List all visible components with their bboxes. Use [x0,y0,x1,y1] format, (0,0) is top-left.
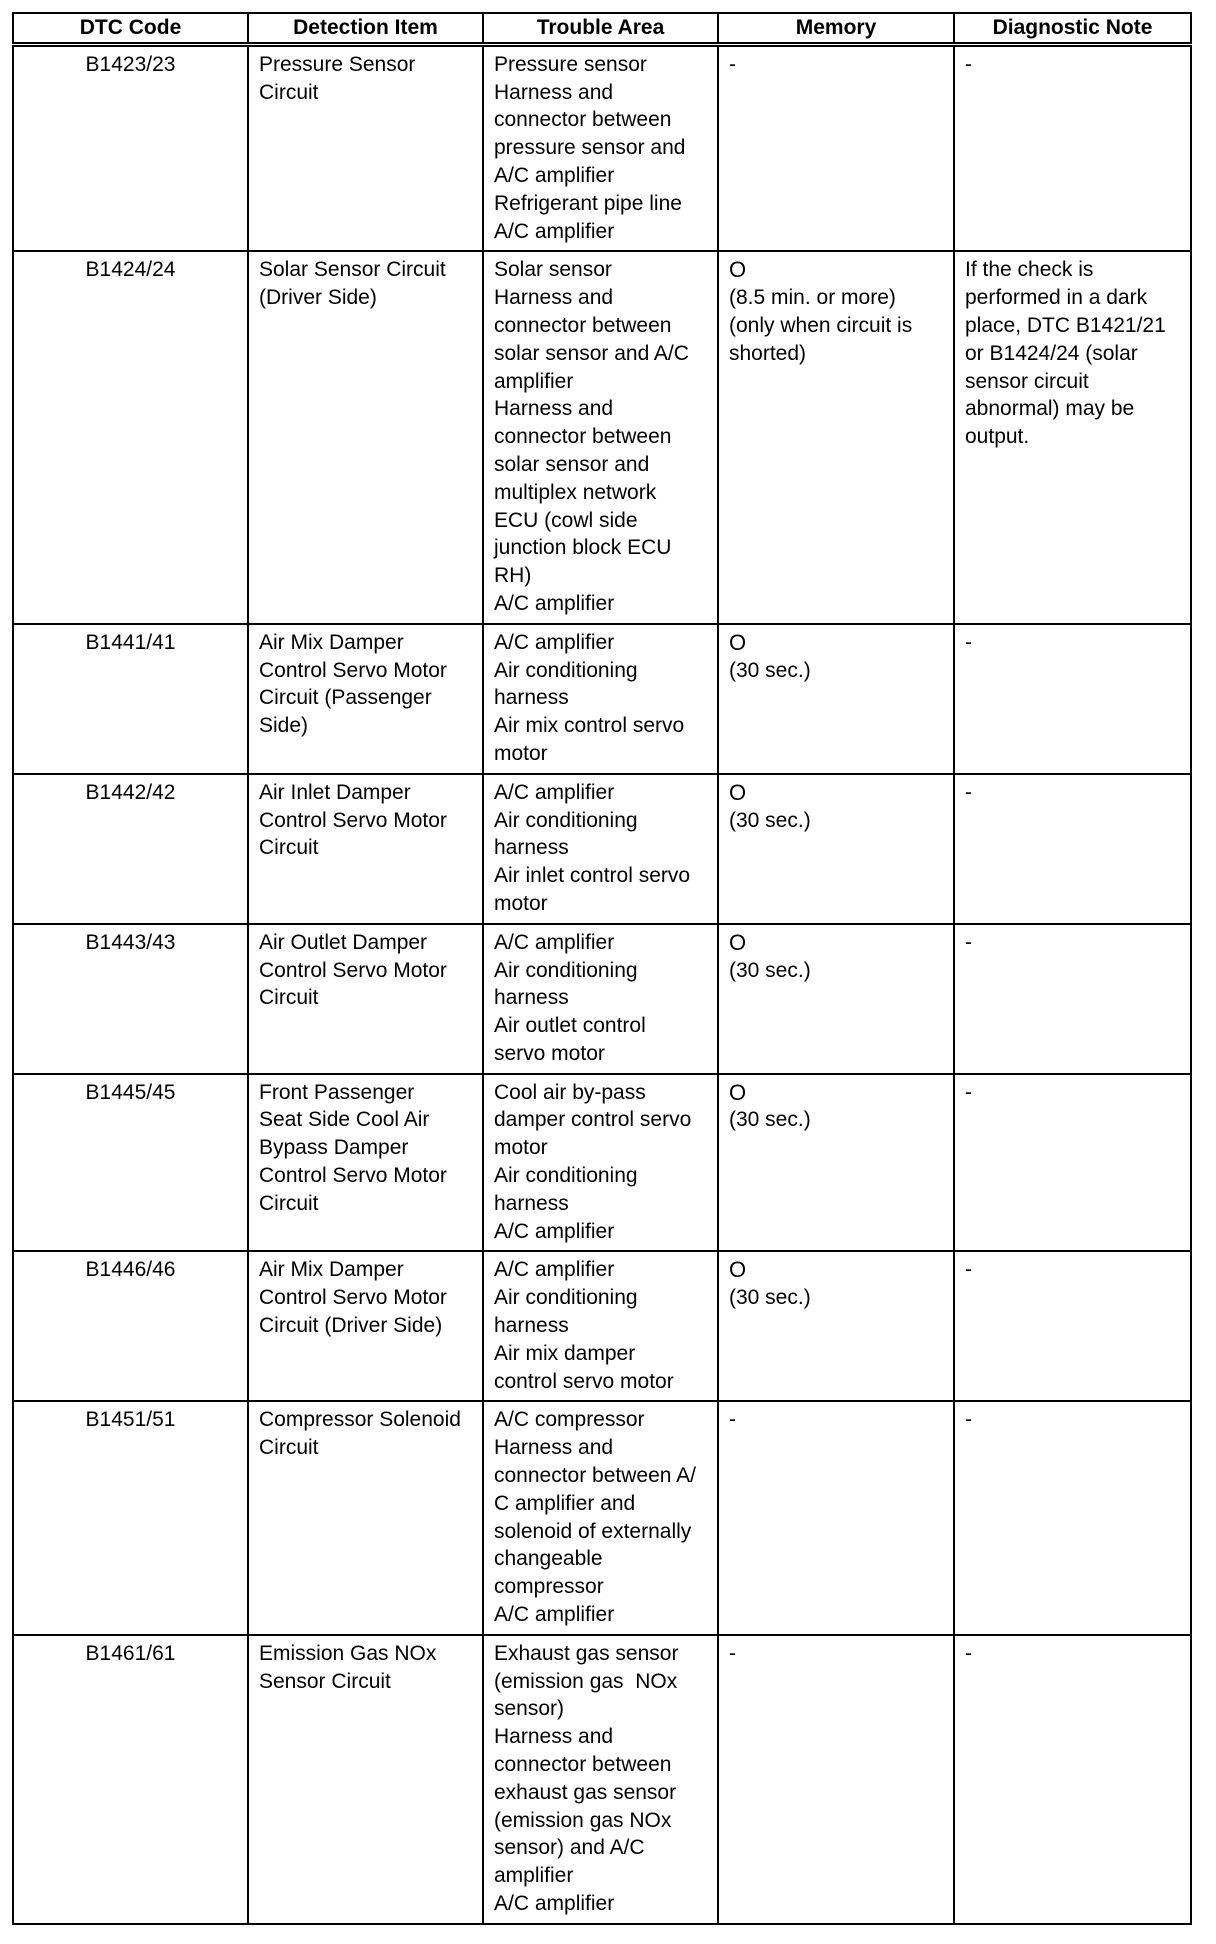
table-row [13,1251,1191,1401]
table-row [13,924,1191,1074]
cell-text-line: Circuit [259,1191,319,1215]
cell-text-line: - [729,1408,736,1432]
cell-text-line: servo motor [494,1041,605,1065]
cell-text-line: - [965,1258,972,1282]
cell-text-line: Control Servo Motor [259,808,447,832]
header-row [13,13,1191,44]
cell-text-line: Side) [259,714,309,738]
cell-text-line: abnormal) may be [965,397,1135,421]
cell-text-line: Air mix damper [494,1341,636,1365]
cell-text-line: A/C amplifier [494,1603,615,1627]
table-row [13,1635,1191,1924]
cell-text-line: Pressure Sensor [259,52,416,76]
table-row [13,774,1191,924]
cell-text-line: Control Servo Motor [259,1164,447,1188]
dtc-code-cell: B1423/23 [13,44,248,251]
cell-text-line: - [965,1641,972,1665]
cell-text-line: Air conditioning [494,808,638,832]
cell-text-line: If the check is [965,258,1094,282]
cell-text-line: (only when circuit is [729,313,913,337]
cell-text-line: - [965,930,972,954]
detection-item-cell [248,1401,483,1634]
cell-text-line: - [965,1080,972,1104]
trouble-area-cell [483,624,718,774]
detection-item-cell [248,774,483,924]
cell-text-line: Harness and [494,397,614,421]
header-memory: Memory [718,13,954,44]
cell-text-line: Circuit [259,1436,319,1460]
cell-text-line: compressor [494,1575,604,1599]
cell-text-line: C amplifier and [494,1491,636,1515]
memory-cell [718,624,954,774]
memory-circle-symbol: O [729,929,747,955]
cell-text-line: A/C amplifier [494,630,615,654]
diagnostic-note-cell [954,624,1191,774]
memory-cell [718,1074,954,1252]
cell-text-line: - [965,52,972,76]
dtc-table [12,12,1192,1925]
diagnostic-note-cell [954,774,1191,924]
memory-cell [718,1251,954,1401]
diagnostic-note-cell [954,1251,1191,1401]
cell-text-line: A/C amplifier [494,930,615,954]
cell-text-line: motor [494,741,548,765]
cell-text-line: Control Servo Motor [259,1286,447,1310]
cell-text-line: A/C amplifier [494,1892,615,1915]
cell-text-line: Compressor Solenoid [259,1408,461,1432]
memory-cell [718,1635,954,1924]
cell-text-line: or B1424/24 (solar [965,341,1138,365]
memory-cell [718,774,954,924]
memory-circle-symbol: O [729,779,747,805]
dtc-code-cell: B1445/45 [13,1074,248,1252]
trouble-area-cell [483,924,718,1074]
detection-item-cell [248,1074,483,1252]
cell-text-line: harness [494,686,569,710]
cell-text-line: multiplex network [494,480,657,504]
cell-text-line: exhaust gas sensor [494,1780,677,1804]
cell-text-line: pressure sensor and [494,136,686,160]
diagnostic-note-cell [954,251,1191,623]
cell-text-line: - [965,780,972,804]
cell-text-line: solar sensor and [494,452,650,476]
header-trouble-area: Trouble Area [483,13,718,44]
cell-text-line: Circuit (Passenger [259,686,432,710]
cell-text-line: Circuit [259,836,319,860]
cell-text-line: amplifier [494,1864,574,1888]
cell-text-line: amplifier [494,369,574,393]
cell-text-line: motor [494,1136,548,1160]
table-row [13,1401,1191,1634]
cell-text-line: harness [494,1314,569,1338]
detection-item-cell [248,1635,483,1924]
cell-text-line: (Driver Side) [259,286,377,310]
dtc-code-cell: B1461/61 [13,1635,248,1924]
cell-text-line: Solar sensor [494,258,612,282]
cell-text-line: Air Mix Damper [259,630,404,654]
cell-text-line: harness [494,1191,569,1215]
dtc-code-cell: B1451/51 [13,1401,248,1634]
header-detection-item: Detection Item [248,13,483,44]
cell-text-line: (8.5 min. or more) [729,286,896,310]
cell-text-line: Harness and [494,80,614,104]
cell-text-line: harness [494,986,569,1010]
cell-text-line: Air conditioning [494,1286,638,1310]
cell-text-line: junction block ECU [494,536,672,560]
cell-text-line: Circuit (Driver Side) [259,1314,443,1338]
cell-text-line: connector between [494,108,672,132]
table-row [13,1074,1191,1252]
cell-text-line: damper control servo [494,1108,692,1132]
diagnostic-note-cell [954,1635,1191,1924]
cell-text-line: performed in a dark [965,286,1148,310]
cell-text-line: Air mix control servo [494,714,685,738]
cell-text-line: Emission Gas NOx [259,1641,437,1665]
cell-text-line: place, DTC B1421/21 [965,313,1166,337]
dtc-code-cell: B1442/42 [13,774,248,924]
cell-text-line: (30 sec.) [729,658,811,682]
cell-text-line: Air Mix Damper [259,1258,404,1282]
trouble-area-cell [483,1401,718,1634]
cell-text-line: RH) [494,564,532,588]
detection-item-cell [248,251,483,623]
detection-item-cell [248,44,483,251]
memory-circle-symbol: O [729,257,747,283]
cell-text-line: Control Servo Motor [259,958,447,982]
cell-text-line: A/C amplifier [494,163,615,187]
cell-text-line: Circuit [259,986,319,1010]
cell-text-line: (emission gas NOx [494,1808,672,1832]
dtc-code-cell: B1443/43 [13,924,248,1074]
cell-text-line: Solar Sensor Circuit [259,258,446,282]
cell-text-line: (30 sec.) [729,1286,811,1310]
cell-text-line: Air inlet control servo [494,864,691,888]
diagnostic-note-cell [954,1074,1191,1252]
detection-item-cell [248,1251,483,1401]
cell-text-line: ECU (cowl side [494,508,638,532]
trouble-area-cell [483,1635,718,1924]
cell-text-line: Seat Side Cool Air [259,1108,430,1132]
cell-text-line: A/C amplifier [494,219,615,243]
cell-text-line: Circuit [259,80,319,104]
dtc-code-cell: B1424/24 [13,251,248,623]
cell-text-line: Air Inlet Damper [259,780,411,804]
trouble-area-cell [483,1251,718,1401]
table-row [13,251,1191,623]
memory-circle-symbol: O [729,1079,747,1105]
cell-text-line: (emission gas NOx [494,1669,678,1693]
cell-text-line: Air conditioning [494,958,638,982]
header-dtc-code: DTC Code [13,13,248,44]
trouble-area-cell [483,774,718,924]
cell-text-line: control servo motor [494,1369,674,1393]
dtc-code-cell: B1441/41 [13,624,248,774]
cell-text-line: (30 sec.) [729,1108,811,1132]
cell-text-line: Harness and [494,1725,614,1749]
diagnostic-note-cell [954,924,1191,1074]
cell-text-line: - [965,630,972,654]
memory-cell [718,44,954,251]
table-row [13,624,1191,774]
memory-circle-symbol: O [729,1257,747,1283]
cell-text-line: Air conditioning [494,1164,638,1188]
cell-text-line: connector between [494,1753,672,1777]
cell-text-line: Air outlet control [494,1014,646,1038]
diagnostic-note-cell [954,1401,1191,1634]
cell-text-line: A/C amplifier [494,1219,615,1243]
diagnostic-note-cell [954,44,1191,251]
cell-text-line: solenoid of externally [494,1519,692,1543]
cell-text-line: Refrigerant pipe line [494,191,682,215]
cell-text-line: Control Servo Motor [259,658,447,682]
cell-text-line: shorted) [729,341,807,365]
detection-item-cell [248,624,483,774]
cell-text-line: Cool air by-pass [494,1080,646,1104]
cell-text-line: changeable [494,1547,603,1571]
cell-text-line: Sensor Circuit [259,1669,391,1693]
cell-text-line: A/C compressor [494,1408,645,1432]
memory-cell [718,924,954,1074]
cell-text-line: connector between A/ [494,1464,696,1488]
cell-text-line: - [729,1641,736,1665]
cell-text-line: solar sensor and A/C [494,341,689,365]
cell-text-line: sensor) and A/C [494,1836,645,1860]
memory-cell [718,251,954,623]
table-row [13,44,1191,251]
cell-text-line: A/C amplifier [494,780,615,804]
cell-text-line: output. [965,425,1030,449]
header-diagnostic-note: Diagnostic Note [954,13,1191,44]
cell-text-line: Harness and [494,1436,614,1460]
cell-text-line: Pressure sensor [494,52,647,76]
trouble-area-cell [483,1074,718,1252]
trouble-area-cell [483,251,718,623]
cell-text-line: A/C amplifier [494,591,615,615]
detection-item-cell [248,924,483,1074]
memory-cell [718,1401,954,1634]
cell-text-line: sensor) [494,1697,565,1721]
cell-text-line: (30 sec.) [729,958,811,982]
cell-text-line: Air conditioning [494,658,638,682]
cell-text-line: - [729,52,736,76]
cell-text-line: (30 sec.) [729,808,811,832]
cell-text-line: connector between [494,313,672,337]
cell-text-line: A/C amplifier [494,1258,615,1282]
cell-text-line: - [965,1408,972,1432]
cell-text-line: motor [494,891,548,915]
memory-circle-symbol: O [729,629,747,655]
cell-text-line: harness [494,836,569,860]
cell-text-line: sensor circuit [965,369,1089,393]
dtc-code-cell: B1446/46 [13,1251,248,1401]
cell-text-line: Bypass Damper [259,1136,409,1160]
table-body [13,44,1191,1924]
cell-text-line: Harness and [494,286,614,310]
cell-text-line: Air Outlet Damper [259,930,428,954]
cell-text-line: Front Passenger [259,1080,415,1104]
cell-text-line: Exhaust gas sensor [494,1641,679,1665]
trouble-area-cell [483,44,718,251]
cell-text-line: connector between [494,425,672,449]
